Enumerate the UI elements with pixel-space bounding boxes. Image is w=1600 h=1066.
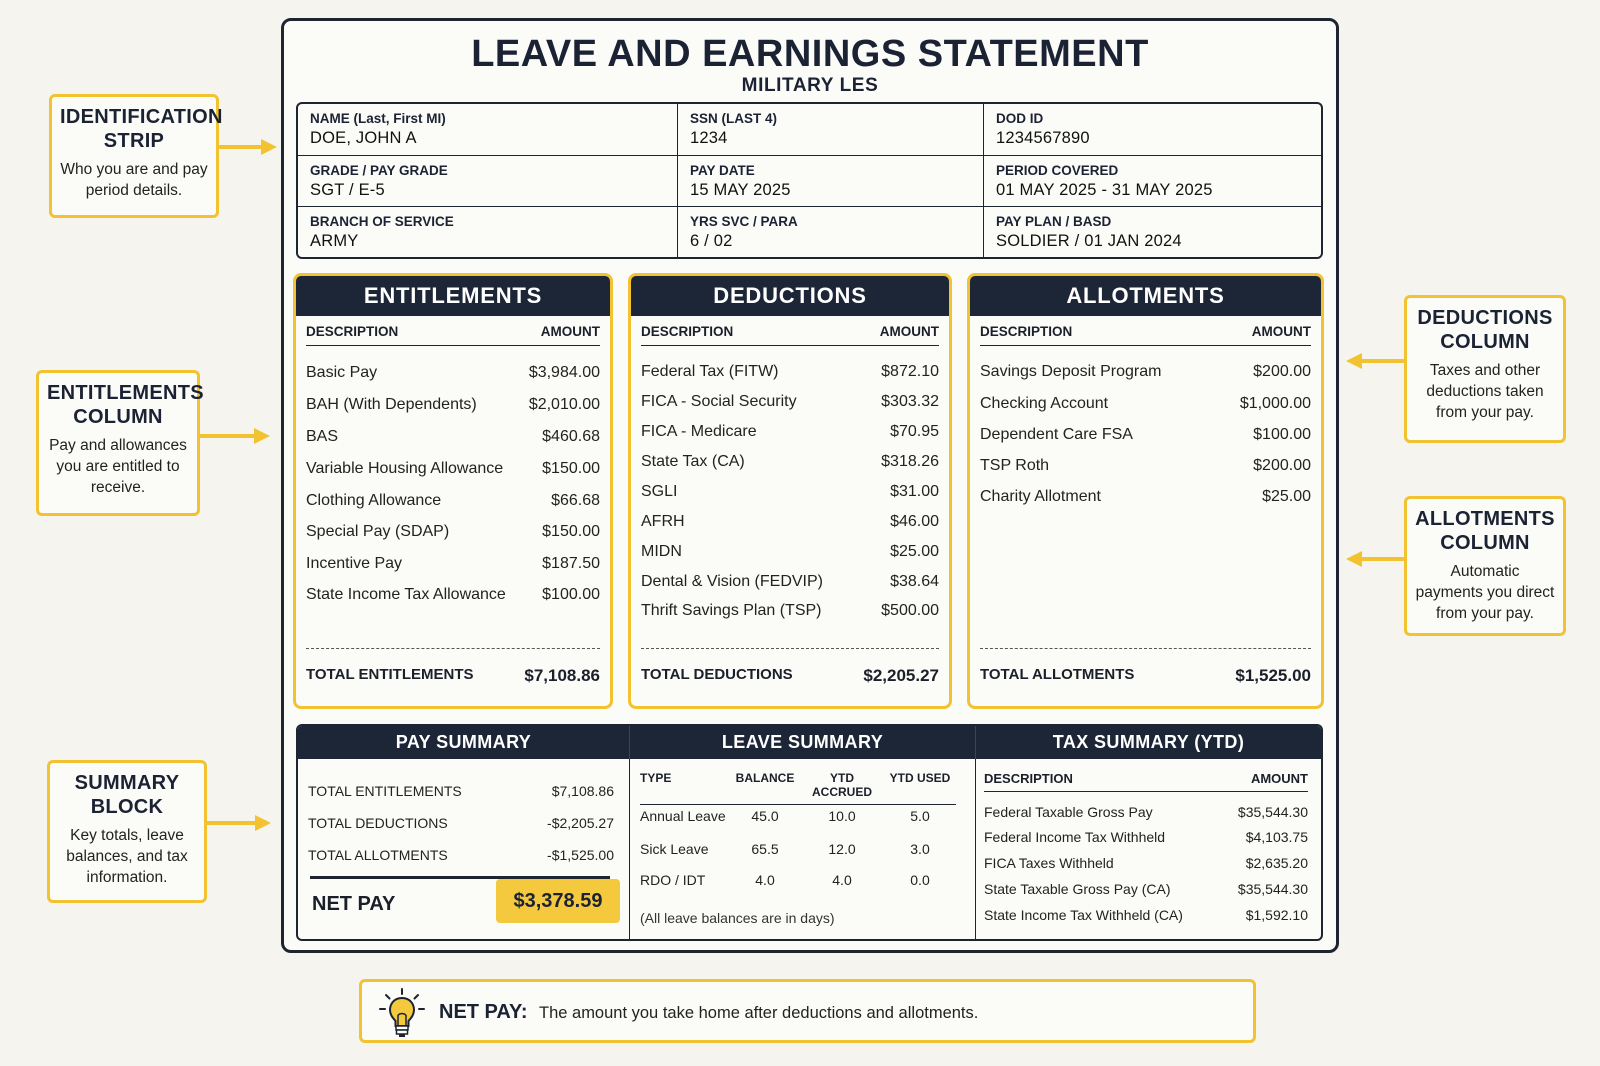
leave-row <box>640 841 956 857</box>
row-desc: Basic Pay <box>306 363 378 381</box>
entitlement-row <box>306 579 600 611</box>
deductions-header: DEDUCTIONS <box>631 276 949 316</box>
tax-row <box>984 881 1308 897</box>
row-desc: Charity Allotment <box>980 487 1101 505</box>
id-cell-pay-plan <box>984 207 1321 257</box>
total-label: TOTAL ENTITLEMENTS <box>306 666 474 683</box>
id-label: GRADE / PAY GRADE <box>310 163 448 178</box>
row-desc: State Tax (CA) <box>641 453 745 470</box>
leave-type: Sick Leave <box>640 841 709 857</box>
dashed-divider <box>980 648 1311 649</box>
row-amount: $872.10 <box>881 362 939 380</box>
desc-header: DESCRIPTION <box>641 324 734 339</box>
lightbulb-icon <box>378 987 426 1039</box>
id-value: DOE, JOHN A <box>310 129 417 147</box>
id-label: BRANCH OF SERVICE <box>310 214 454 229</box>
entitlement-row <box>306 389 600 421</box>
row-desc: Clothing Allowance <box>306 491 442 509</box>
row-amount: $303.32 <box>881 393 939 410</box>
leave-balance: 65.5 <box>751 841 779 857</box>
pay-summary-value: -$2,205.27 <box>547 815 614 831</box>
leave-col-header: YTD ACCRUED <box>812 771 872 799</box>
row-amount: $200.00 <box>1253 363 1311 380</box>
leave-row <box>640 808 956 824</box>
callout-title: SUMMARY <box>74 772 180 794</box>
callout-text: Who you are and pay period details. <box>60 161 208 199</box>
id-cell-years-service <box>678 207 984 257</box>
id-value: 6 / 02 <box>690 232 733 250</box>
summary-block <box>296 724 1323 941</box>
allotments-total <box>980 666 1311 686</box>
tax-desc-header: DESCRIPTION <box>984 771 1073 786</box>
deduction-row <box>641 507 939 537</box>
row-desc: Variable Housing Allowance <box>306 460 504 477</box>
id-label: PERIOD COVERED <box>996 163 1119 178</box>
row-desc: FICA - Medicare <box>641 423 757 440</box>
pay-summary-row <box>308 783 614 799</box>
tax-desc: Federal Income Tax Withheld <box>984 829 1166 845</box>
pay-summary-header: PAY SUMMARY <box>298 726 629 759</box>
callout-summary-block <box>47 760 207 903</box>
pay-summary-label: TOTAL ALLOTMENTS <box>308 847 448 863</box>
deductions-subheader <box>641 316 939 346</box>
row-amount: $500.00 <box>881 602 939 619</box>
id-value: 1234 <box>690 129 728 147</box>
deductions-total <box>641 666 939 686</box>
row-desc: SGLI <box>641 483 678 500</box>
leave-summary-header: LEAVE SUMMARY <box>629 726 975 759</box>
row-amount: $100.00 <box>1253 425 1311 443</box>
row-amount: $460.68 <box>542 428 600 445</box>
entitlements-header: ENTITLEMENTS <box>296 276 610 316</box>
row-desc: Incentive Pay <box>306 554 403 572</box>
pay-summary-label: TOTAL ENTITLEMENTS <box>308 783 462 799</box>
id-cell-dod-id <box>984 104 1321 156</box>
allotment-row <box>980 450 1311 481</box>
id-cell-period <box>984 156 1321 207</box>
total-value: $7,108.86 <box>524 666 600 685</box>
callout-identification-strip <box>49 94 223 218</box>
leave-accrued: 10.0 <box>828 808 856 824</box>
entitlements-rows <box>306 356 600 611</box>
tax-summary-header-row <box>984 771 1308 792</box>
row-amount: $150.00 <box>542 460 600 477</box>
row-desc: State Income Tax Allowance <box>306 586 506 603</box>
row-amount: $2,010.00 <box>528 396 600 413</box>
row-amount: $187.50 <box>542 554 600 572</box>
tax-desc: Federal Taxable Gross Pay <box>984 804 1153 820</box>
deductions-rows <box>641 356 939 626</box>
callout-text: Taxes and other deductions taken from your pay. <box>1426 362 1544 421</box>
row-amount: $1,000.00 <box>1239 394 1311 412</box>
leave-col-header: YTD USED <box>889 771 951 785</box>
allotment-row <box>980 419 1311 450</box>
row-amount: $100.00 <box>542 586 600 603</box>
leave-col-header: BALANCE <box>735 771 795 785</box>
arrow-right-icon <box>200 426 272 446</box>
leave-used: 5.0 <box>910 808 930 824</box>
amount-header: AMOUNT <box>879 324 939 339</box>
callout-title: ALLOTMENTS <box>1415 508 1555 530</box>
row-desc: BAS <box>306 428 339 445</box>
row-desc: FICA - Social Security <box>641 393 797 410</box>
allotment-row <box>980 356 1311 388</box>
tax-desc: FICA Taxes Withheld <box>984 855 1114 871</box>
leave-balance: 4.0 <box>755 872 775 888</box>
row-desc: AFRH <box>641 513 685 530</box>
tax-row <box>984 855 1308 871</box>
row-amount: $70.95 <box>890 423 939 440</box>
id-cell-branch <box>298 207 678 257</box>
row-amount: $25.00 <box>1262 487 1311 505</box>
entitlement-row <box>306 485 600 516</box>
desc-header: DESCRIPTION <box>306 324 399 339</box>
row-amount: $3,984.00 <box>528 363 600 381</box>
id-value: ARMY <box>310 232 359 250</box>
id-value: 01 MAY 2025 - 31 MAY 2025 <box>996 181 1213 199</box>
arrow-right-icon <box>207 813 273 833</box>
row-desc: Dependent Care FSA <box>980 425 1133 443</box>
leave-col-header: TYPE <box>640 771 672 785</box>
id-value: 1234567890 <box>996 129 1090 147</box>
tax-amount: $4,103.75 <box>1245 829 1308 845</box>
callout-text: Key totals, leave balances, and tax information. <box>66 827 188 886</box>
entitlement-row <box>306 356 600 389</box>
pay-summary-row <box>308 847 614 863</box>
allotments-column <box>967 273 1324 709</box>
tax-desc: State Income Tax Withheld (CA) <box>984 907 1183 923</box>
tax-row <box>984 804 1308 820</box>
row-desc: Special Pay (SDAP) <box>306 523 450 540</box>
row-desc: MIDN <box>641 543 682 560</box>
callout-title: IDENTIFICATION <box>60 106 223 128</box>
row-desc: Dental & Vision (FEDVIP) <box>641 572 823 590</box>
callout-title: COLUMN <box>73 406 163 428</box>
allotments-header: ALLOTMENTS <box>970 276 1321 316</box>
total-value: $1,525.00 <box>1235 666 1311 685</box>
entitlement-row <box>306 453 600 485</box>
allotments-subheader <box>980 316 1311 346</box>
pay-summary-row <box>308 815 614 831</box>
entitlement-row <box>306 548 600 579</box>
id-value: 15 MAY 2025 <box>690 181 791 199</box>
callout-title: STRIP <box>103 130 165 152</box>
leave-type: Annual Leave <box>640 808 726 824</box>
leave-summary-header-row <box>640 771 956 805</box>
deduction-row <box>641 356 939 387</box>
row-desc: BAH (With Dependents) <box>306 396 477 413</box>
callout-title: DEDUCTIONS <box>1417 307 1553 329</box>
arrow-right-icon <box>219 137 279 157</box>
entitlement-row <box>306 516 600 548</box>
total-label: TOTAL ALLOTMENTS <box>980 666 1135 683</box>
arrow-left-icon <box>1344 549 1404 569</box>
tax-amount: $35,544.30 <box>1237 881 1308 897</box>
callout-title: BLOCK <box>90 796 164 818</box>
net-pay-label: NET PAY <box>312 893 396 915</box>
callout-text: Automatic payments you direct from your pay. <box>1415 563 1555 622</box>
row-desc: Savings Deposit Program <box>980 363 1162 380</box>
net-pay-note-label: NET PAY: <box>439 1001 528 1023</box>
document-title: LEAVE AND EARNINGS STATEMENT <box>471 33 1149 75</box>
row-desc: Thrift Savings Plan (TSP) <box>641 602 822 619</box>
net-pay-value: $3,378.59 <box>496 879 620 923</box>
leave-used: 0.0 <box>910 872 930 888</box>
leave-note: (All leave balances are in days) <box>640 910 835 926</box>
tax-amount: $35,544.30 <box>1237 804 1308 820</box>
pay-summary-label: TOTAL DEDUCTIONS <box>308 815 448 831</box>
id-cell-pay-date <box>678 156 984 207</box>
amount-header: AMOUNT <box>540 324 600 339</box>
row-amount: $66.68 <box>551 491 600 509</box>
total-label: TOTAL DEDUCTIONS <box>641 666 793 683</box>
row-amount: $31.00 <box>890 483 939 500</box>
id-label: PAY DATE <box>690 163 755 178</box>
id-cell-grade <box>298 156 678 207</box>
tax-amount: $1,592.10 <box>1245 907 1308 923</box>
allotment-row <box>980 481 1311 512</box>
dashed-divider <box>641 648 939 649</box>
tax-row <box>984 907 1308 923</box>
deduction-row <box>641 537 939 567</box>
id-label: NAME (Last, First MI) <box>310 111 446 126</box>
row-amount: $46.00 <box>890 513 939 530</box>
deduction-row <box>641 596 939 626</box>
leave-accrued: 4.0 <box>832 872 852 888</box>
id-cell-name <box>298 104 678 156</box>
tax-amount: $2,635.20 <box>1245 855 1308 871</box>
entitlements-subheader <box>306 316 600 346</box>
divider <box>975 759 976 939</box>
deduction-row <box>641 567 939 596</box>
document-subtitle: MILITARY LES <box>741 75 879 96</box>
allotments-rows <box>980 356 1311 512</box>
leave-row <box>640 872 956 888</box>
callout-title: COLUMN <box>1440 331 1530 353</box>
row-desc: TSP Roth <box>980 456 1050 474</box>
total-value: $2,205.27 <box>863 666 939 685</box>
callout-allotments-column <box>1404 496 1566 636</box>
entitlements-column <box>293 273 613 709</box>
net-pay-note-text: The amount you take home after deductions and allotments. <box>539 1004 979 1022</box>
amount-header: AMOUNT <box>1251 324 1311 339</box>
row-amount: $38.64 <box>890 572 939 590</box>
dashed-divider <box>306 648 600 649</box>
allotment-row <box>980 388 1311 419</box>
desc-header: DESCRIPTION <box>980 324 1073 339</box>
row-amount: $150.00 <box>542 523 600 540</box>
pay-summary-value: -$1,525.00 <box>547 847 614 863</box>
row-amount: $25.00 <box>890 543 939 560</box>
row-amount: $200.00 <box>1253 456 1311 474</box>
net-pay-note <box>359 979 1256 1043</box>
divider <box>629 759 630 939</box>
callout-entitlements-column <box>36 370 204 516</box>
pay-summary-value: $7,108.86 <box>551 783 614 799</box>
arrow-left-icon <box>1344 351 1404 371</box>
deduction-row <box>641 387 939 417</box>
id-label: YRS SVC / PARA <box>690 214 798 229</box>
deductions-column <box>628 273 952 709</box>
leave-type: RDO / IDT <box>640 872 706 888</box>
callout-deductions-column <box>1404 295 1566 443</box>
deduction-row <box>641 447 939 477</box>
leave-balance: 45.0 <box>751 808 779 824</box>
row-desc: Federal Tax (FITW) <box>641 362 779 380</box>
row-desc: Checking Account <box>980 394 1109 412</box>
identification-strip <box>296 102 1323 259</box>
entitlement-row <box>306 421 600 453</box>
id-label: SSN (LAST 4) <box>690 111 778 126</box>
entitlements-total <box>306 666 600 686</box>
deduction-row <box>641 417 939 447</box>
id-label: DOD ID <box>996 111 1044 126</box>
leave-accrued: 12.0 <box>828 841 856 857</box>
id-value: SGT / E-5 <box>310 181 385 199</box>
id-value: SOLDIER / 01 JAN 2024 <box>996 232 1182 250</box>
tax-summary-header: TAX SUMMARY (YTD) <box>975 726 1321 759</box>
tax-row <box>984 829 1308 845</box>
id-label: PAY PLAN / BASD <box>996 214 1112 229</box>
callout-text: Pay and allowances you are entitled to receive. <box>49 437 187 496</box>
callout-title: ENTITLEMENTS <box>47 382 204 404</box>
tax-desc: State Taxable Gross Pay (CA) <box>984 881 1171 897</box>
id-cell-ssn <box>678 104 984 156</box>
leave-used: 3.0 <box>910 841 930 857</box>
callout-title: COLUMN <box>1440 532 1530 554</box>
row-amount: $318.26 <box>881 453 939 470</box>
tax-amount-header: AMOUNT <box>1250 771 1308 786</box>
deduction-row <box>641 477 939 507</box>
